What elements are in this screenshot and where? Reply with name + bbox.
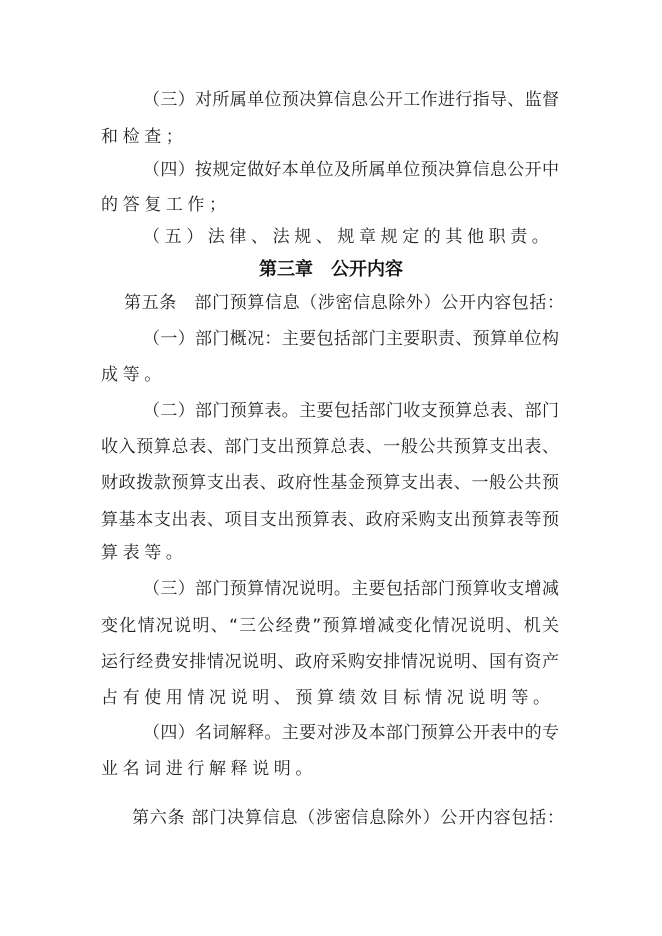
paragraph-line: 占有使用情况说明、预算绩效目标情况说明等。 [101,688,555,708]
chapter-heading [0,259,662,281]
paragraph-line: （三）对所属单位预决算信息公开工作进行指导、监督 [143,90,559,110]
paragraph-line: 的答复工作； [101,195,231,215]
paragraph-line: 业名词进行解释说明。 [101,759,317,779]
paragraph-line: 成等。 [101,365,166,385]
paragraph-line: （一）部门概况：主要包括部门主要职责、预算单位构 [143,329,559,349]
paragraph-line: 变化情况说明、“三公经费”预算增减变化情况说明、机关 [101,616,559,636]
paragraph-line: （五）法律、法规、规章规定的其他职责。 [143,227,554,247]
paragraph-line: （四）按规定做好本单位及所属单位预决算信息公开中 [143,160,559,180]
chapter-heading-text: 第三章 公开内容 [259,259,403,280]
paragraph-line: （四）名词解释。主要对涉及本部门预算公开表中的专 [143,723,559,743]
paragraph-line: 算表等。 [101,543,188,563]
paragraph-line: 运行经费安排情况说明、政府采购安排情况说明、国有资产 [101,652,559,672]
paragraph-line: 算基本支出表、项目支出预算表、政府采购支出预算表等预 [101,510,559,530]
paragraph-line: 收入预算总表、部门支出预算总表、一般公共预算支出表、 [101,437,559,457]
article-line: 第五条 部门预算信息（涉密信息除外）公开内容包括： [124,293,564,313]
paragraph-line: （三）部门预算情况说明。主要包括部门预算收支增减 [143,579,559,599]
paragraph-line: 财政拨款预算支出表、政府性基金预算支出表、一般公共预 [101,473,559,493]
paragraph-line: 和检查； [101,127,188,147]
article-line: 第六条 部门决算信息（涉密信息除外）公开内容包括： [132,808,564,828]
paragraph-line: （二）部门预算表。主要包括部门收支预算总表、部门 [143,401,559,421]
